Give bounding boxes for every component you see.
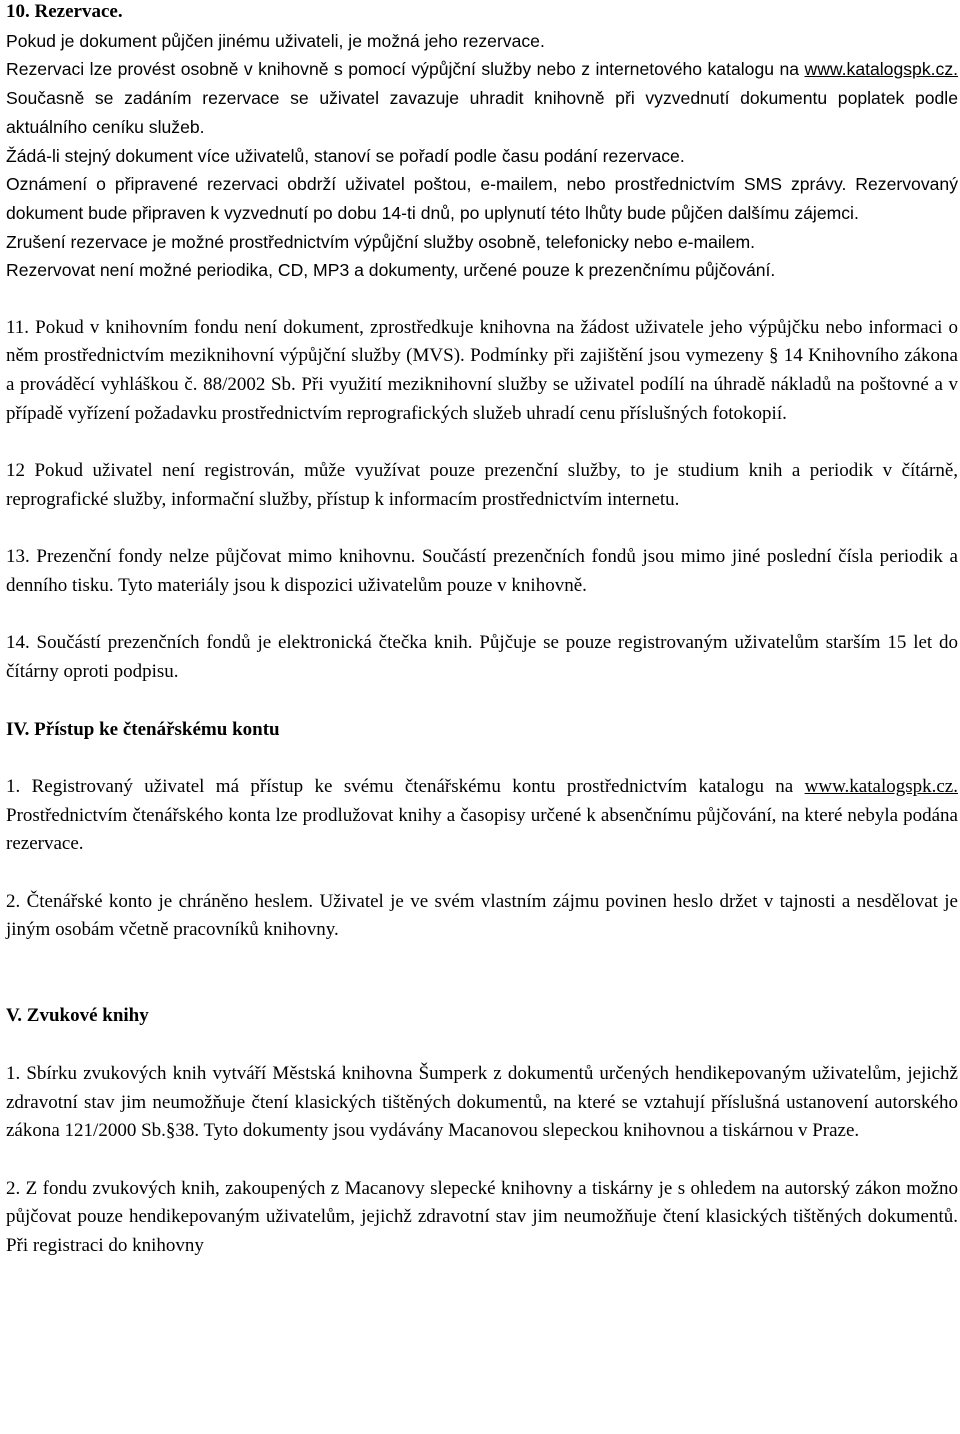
section-12-paragraph: 12 Pokud uživatel není registrován, může využívat pouze prezenční služby, to je studium knih a periodik v čítárně, reprografické služby, informační služby, přístup k informacím prostřednictvím internetu. [6, 460, 958, 510]
section-10-p2-text-a: Rezervaci lze provést osobně v knihovně s pomocí výpůjční služby nebo z internetového katalogu na [6, 59, 805, 80]
section-13-paragraph: 13. Prezenční fondy nelze půjčovat mimo knihovnu. Součástí prezenčních fondů jsou mimo jiné poslední čísla periodik a denního tisku. Tyto materiály jsou k dispozici uživatelům pouze v knihovně. [6, 546, 958, 597]
section-iv-p1-text-a: 1. Registrovaný uživatel má přístup ke svému čtenářskému kontu prostřednictvím katalogu na [6, 775, 805, 797]
katalog-link[interactable]: www.katalogspk.cz. [804, 59, 958, 80]
section-iv-paragraph-1 [6, 773, 958, 859]
section-v-paragraph-2: 2. Z fondu zvukových knih, zakoupených z Macanovy slepecké knihovny a tiskárny je s ohledem na autorský zákon možno půjčovat pouze hendikepovaným uživatelům, jejichž zdravotní stav jim neumožňuje čtení klasických tištěných dokumentů. Při registraci do knihovny [6, 1177, 958, 1257]
section-10-paragraph-3: Žádá-li stejný dokument více uživatelů, stanoví se pořadí podle času podání rezervace. [6, 145, 685, 166]
section-11-paragraph [6, 314, 958, 429]
section-10-p4-text-a: Oznámení o připravené rezervaci obdrží uživatel poštou, e-mailem, nebo prostřednictvím SMS zprávy. [6, 174, 847, 195]
section-10-paragraph-5: Zrušení rezervace je možné prostřednictvím výpůjční služby osobně, telefonicky nebo e-mailem. [6, 231, 756, 252]
section-v-paragraph-1: 1. Sbírku zvukových knih vytváří Městská knihovna Šumperk z dokumentů určených hendikepovaným uživatelům, jejichž zdravotní stav jim neumožňuje čtení klasických tištěných dokumentů, na které se vztahují příslušná ustanovení autorského zákona 121/2000 Sb.§38. Tyto dokumenty jsou vydávány Macanovou slepeckou knihovnou a tiskárnou v Praze. [6, 1062, 958, 1142]
section-10-paragraph-6: Rezervovat není možné periodika, CD, MP3 a dokumenty, určené pouze k prezenčnímu půjčování. [6, 260, 776, 281]
section-11-text-b: Při využití meziknihovní služby se uživatel podílí na úhradě nákladů na poštovné a v případě vyřízení požadavku prostřednictvím reprografických služeb uhradí cenu příslušných fotokopií. [6, 374, 958, 424]
section-10-paragraph-2 [6, 55, 958, 141]
section-10-heading: 10. Rezervace. [6, 1, 123, 22]
section-iv-heading: IV. Přístup ke čtenářskému kontu [6, 718, 280, 740]
section-14-paragraph: 14. Součástí prezenčních fondů je elektronická čtečka knih. Půjčuje se pouze registrovaným uživatelům starším 15 let do čítárny oproti podpisu. [6, 632, 958, 683]
section-iv-paragraph-2: 2. Čtenářské konto je chráněno heslem. Uživatel je ve svém vlastním zájmu povinen heslo držet v tajnosti a nesdělovat je jiným osobám včetně pracovníků knihovny. [6, 890, 958, 941]
section-10-paragraph-4 [6, 170, 958, 227]
section-10-intro: Pokud je dokument půjčen jinému uživateli, je možná jeho rezervace. [6, 30, 545, 51]
section-10-p4-text-b: Rezervovaný dokument bude připraven k vyzvednutí po dobu 14-ti dnů, po uplynutí této lhůty bude půjčen dalšímu zájemci. [6, 174, 958, 223]
section-10-p2-text-b: Současně se zadáním rezervace se uživatel zavazuje uhradit knihovně při vyzvednutí dokumentu poplatek podle aktuálního ceníku služeb. [6, 88, 958, 137]
section-iv-p1-text-b: Prostřednictvím čtenářského konta lze prodlužovat knihy a časopisy určené k absenčnímu půjčování, na které nebyla podána rezervace. [6, 804, 958, 855]
document-page [6, 0, 958, 1261]
katalog-link-account[interactable]: www.katalogspk.cz. [804, 775, 958, 797]
section-v-heading: V. Zvukové knihy [6, 1005, 149, 1027]
section-11-text-a: 11. Pokud v knihovním fondu není dokument, zprostředkuje knihovna na žádost uživatele jeho výpůjčku nebo informaci o něm prostřednictvím meziknihovní výpůjční služby (MVS). Podmínky při zajištění jsou vymezeny § 14 Knihovního zákona a prováděcí vyhláškou č. 88/2002 Sb. [6, 316, 958, 396]
